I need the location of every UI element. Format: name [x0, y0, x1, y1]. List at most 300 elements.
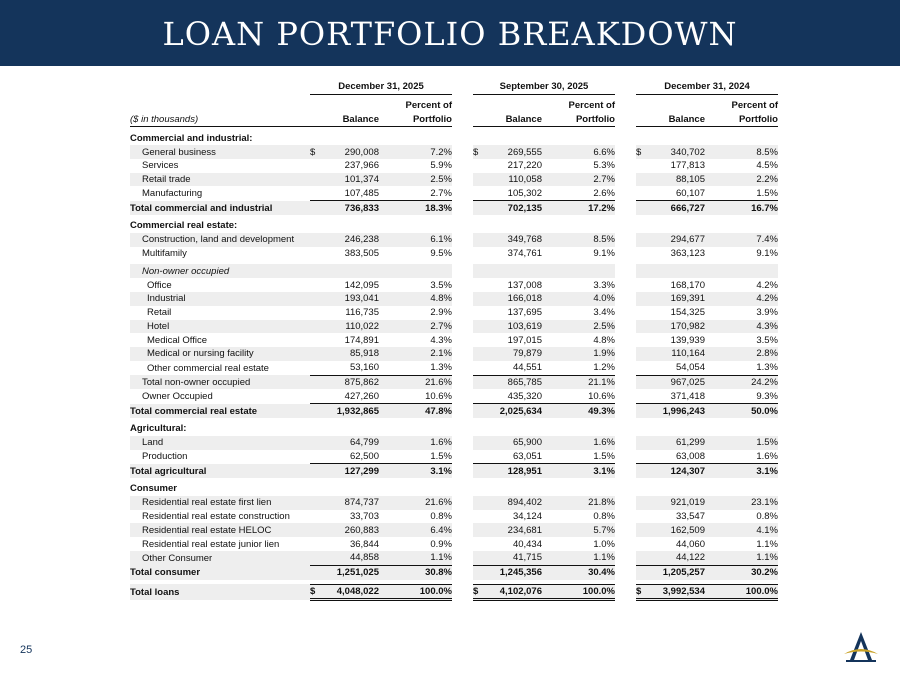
section-header: Commercial real estate: — [130, 220, 238, 232]
percent-value: 1.5% — [710, 436, 778, 450]
separator-cell — [615, 450, 636, 464]
column-header-row — [130, 113, 778, 127]
balance-value: 874,737 — [322, 496, 379, 510]
row-label: General business — [130, 145, 310, 159]
currency-symbol — [636, 173, 648, 187]
currency-symbol — [473, 404, 485, 418]
currency-symbol: $ — [310, 145, 322, 159]
percent-value: 1.3% — [430, 362, 452, 374]
percent-value: 2.5% — [547, 320, 615, 334]
balance-value: 1,996,243 — [648, 404, 705, 418]
currency-symbol — [310, 333, 322, 347]
currency-symbol — [310, 347, 322, 361]
balance-value: 1,245,356 — [485, 565, 542, 579]
percent-value: 1.5% — [593, 450, 615, 462]
currency-symbol — [636, 523, 648, 537]
balance-value: 865,785 — [485, 375, 542, 389]
balance-value: 137,695 — [507, 307, 542, 319]
balance-value: 246,238 — [322, 233, 379, 247]
blank — [384, 264, 452, 278]
percent-value: 49.3% — [547, 404, 615, 418]
percent-value: 2.5% — [384, 173, 452, 187]
balance-value: 2,025,634 — [485, 404, 542, 418]
separator-cell — [452, 375, 473, 389]
currency-symbol — [310, 186, 322, 200]
row-label: Medical or nursing facility — [130, 347, 310, 361]
balance-value: 294,677 — [648, 233, 705, 247]
balance-value: 63,008 — [675, 450, 705, 462]
separator-cell — [452, 523, 473, 537]
separator-cell — [615, 306, 636, 320]
row-label: Residential real estate HELOC — [130, 523, 310, 537]
currency-symbol: $ — [636, 145, 648, 159]
separator-cell — [615, 159, 636, 173]
percent-value: 1.9% — [547, 347, 615, 361]
total-row — [130, 464, 778, 478]
section-header: Consumer — [130, 483, 177, 495]
separator-cell — [615, 99, 636, 113]
percent-value: 5.7% — [547, 523, 615, 537]
separator-cell — [452, 145, 473, 159]
table-row — [130, 233, 778, 247]
separator-cell — [452, 404, 473, 418]
page-title: LOAN PORTFOLIO BREAKDOWN — [162, 15, 738, 53]
separator-cell — [615, 233, 636, 247]
row-label: Other Consumer — [130, 551, 310, 565]
currency-symbol — [636, 278, 648, 292]
balance-value: 967,025 — [648, 375, 705, 389]
balance-value: 79,879 — [485, 347, 542, 361]
separator-cell — [452, 292, 473, 306]
table-row — [130, 347, 778, 361]
currency-symbol — [473, 389, 485, 403]
table-row — [130, 436, 778, 450]
balance-header: Balance — [485, 113, 542, 127]
currency-symbol — [473, 247, 485, 261]
percent-value: 3.5% — [756, 334, 778, 346]
currency-symbol — [636, 450, 648, 464]
balance-value: 666,727 — [648, 201, 705, 215]
percent-value: 2.7% — [430, 187, 452, 199]
percent-value: 4.3% — [430, 334, 452, 346]
balance-header: Balance — [322, 113, 379, 127]
separator-cell — [452, 361, 473, 375]
percent-value: 3.1% — [384, 464, 452, 478]
separator-cell — [452, 113, 473, 127]
percent-value: 0.8% — [756, 511, 778, 523]
percent-value: 3.5% — [430, 279, 452, 291]
row-label: Multifamily — [142, 247, 187, 259]
row-label: Total commercial and industrial — [130, 201, 310, 215]
balance-value: 110,164 — [648, 347, 705, 361]
percent-value: 100.0% — [384, 584, 452, 600]
percent-header-top: Percent of — [405, 100, 452, 112]
percent-value: 23.1% — [710, 496, 778, 510]
separator-cell — [452, 565, 473, 579]
table-row — [130, 375, 778, 389]
table-row — [130, 186, 778, 200]
table-row — [130, 450, 778, 464]
percent-value: 3.9% — [756, 307, 778, 319]
percent-value: 6.4% — [384, 523, 452, 537]
header-blank — [130, 80, 310, 94]
header-blank — [130, 99, 310, 113]
blank — [310, 264, 322, 278]
percent-value: 2.7% — [547, 173, 615, 187]
currency-symbol — [473, 450, 485, 464]
separator-cell — [615, 113, 636, 127]
separator-cell — [615, 436, 636, 450]
currency-symbol — [310, 278, 322, 292]
table-row — [130, 496, 778, 510]
currency-symbol — [473, 464, 485, 478]
currency-symbol — [310, 510, 322, 524]
percent-value: 17.2% — [547, 201, 615, 215]
currency-symbol — [310, 159, 322, 173]
balance-value: 44,551 — [512, 362, 542, 374]
balance-value: 217,220 — [507, 160, 542, 172]
separator-cell — [452, 584, 473, 600]
currency-symbol — [473, 375, 485, 389]
separator-cell — [452, 306, 473, 320]
separator-cell — [615, 145, 636, 159]
separator-cell — [615, 80, 636, 94]
balance-value: 107,485 — [344, 187, 379, 199]
balance-value: 435,320 — [507, 390, 542, 402]
separator-cell — [615, 247, 636, 261]
currency-symbol — [636, 510, 648, 524]
separator-cell — [452, 537, 473, 551]
percent-value: 5.9% — [430, 160, 452, 172]
percent-value: 7.2% — [384, 145, 452, 159]
header-blank — [473, 99, 485, 113]
percent-value: 6.6% — [547, 145, 615, 159]
currency-symbol: $ — [473, 145, 485, 159]
separator-cell — [452, 201, 473, 215]
percent-value: 18.3% — [384, 201, 452, 215]
header-blank — [485, 99, 542, 113]
currency-symbol — [473, 565, 485, 579]
separator-cell — [615, 584, 636, 600]
currency-symbol — [310, 436, 322, 450]
percent-value: 100.0% — [710, 584, 778, 600]
percent-value: 1.5% — [430, 450, 452, 462]
row-label: Residential real estate junior lien — [142, 538, 280, 550]
separator-cell — [615, 404, 636, 418]
blank — [648, 264, 705, 278]
balance-value: 63,051 — [512, 450, 542, 462]
separator-cell — [452, 464, 473, 478]
currency-symbol — [636, 551, 648, 565]
row-label: Hotel — [130, 320, 310, 334]
currency-symbol — [473, 173, 485, 187]
percent-value: 1.5% — [756, 187, 778, 199]
separator-cell — [452, 551, 473, 565]
percent-value: 1.6% — [547, 436, 615, 450]
separator-cell — [452, 436, 473, 450]
currency-symbol — [310, 361, 322, 375]
balance-value: 162,509 — [648, 523, 705, 537]
section-header-row — [130, 482, 778, 496]
percent-value: 100.0% — [547, 584, 615, 600]
percent-value: 0.8% — [430, 511, 452, 523]
currency-symbol — [636, 496, 648, 510]
currency-symbol — [473, 186, 485, 200]
percent-value: 21.6% — [384, 496, 452, 510]
separator-cell — [615, 389, 636, 403]
balance-value: 128,951 — [485, 464, 542, 478]
balance-value: 101,374 — [322, 173, 379, 187]
separator-cell — [615, 375, 636, 389]
separator-cell — [615, 333, 636, 347]
percent-value: 8.5% — [710, 145, 778, 159]
separator-cell — [615, 361, 636, 375]
currency-symbol — [473, 496, 485, 510]
separator-cell — [615, 496, 636, 510]
percent-value: 4.2% — [710, 292, 778, 306]
table-row — [130, 306, 778, 320]
balance-value: 124,307 — [648, 464, 705, 478]
currency-symbol — [310, 496, 322, 510]
percent-value: 9.1% — [593, 247, 615, 259]
currency-symbol — [473, 551, 485, 565]
balance-value: 193,041 — [322, 292, 379, 306]
balance-value: 166,018 — [485, 292, 542, 306]
table-row — [130, 551, 778, 565]
row-label: Total consumer — [130, 565, 310, 579]
column-header-row-top — [130, 99, 778, 113]
separator-cell — [615, 537, 636, 551]
separator-cell — [452, 510, 473, 524]
balance-value: 1,932,865 — [322, 404, 379, 418]
total-row — [130, 201, 778, 215]
balance-value: 62,500 — [349, 450, 379, 462]
balance-value: 702,135 — [485, 201, 542, 215]
currency-symbol: $ — [310, 584, 322, 600]
currency-symbol — [473, 523, 485, 537]
balance-value: 65,900 — [485, 436, 542, 450]
separator-cell — [452, 333, 473, 347]
balance-value: 142,095 — [344, 279, 379, 291]
percent-value: 8.5% — [547, 233, 615, 247]
currency-symbol — [310, 450, 322, 464]
balance-value: 177,813 — [670, 160, 705, 172]
balance-value: 383,505 — [344, 247, 379, 259]
header-blank — [473, 113, 485, 127]
currency-symbol — [636, 186, 648, 200]
header-blank — [322, 99, 379, 113]
row-label: Production — [142, 451, 188, 463]
total-row — [130, 404, 778, 418]
separator-cell — [452, 450, 473, 464]
percent-value: 9.5% — [430, 247, 452, 259]
table-row — [130, 537, 778, 551]
units-note: ($ in thousands) — [130, 113, 310, 127]
table-row — [130, 292, 778, 306]
balance-value: 290,008 — [322, 145, 379, 159]
balance-value: 168,170 — [670, 279, 705, 291]
balance-value: 44,858 — [322, 551, 379, 565]
balance-value: 116,735 — [345, 307, 379, 319]
currency-symbol — [636, 537, 648, 551]
percent-value: 2.9% — [430, 307, 452, 319]
balance-value: 427,260 — [344, 390, 379, 402]
balance-value: 44,122 — [648, 551, 705, 565]
balance-value: 260,883 — [322, 523, 379, 537]
section-header-row — [130, 219, 778, 233]
percent-value: 2.2% — [710, 173, 778, 187]
balance-value: 371,418 — [670, 390, 705, 402]
balance-value: 340,702 — [648, 145, 705, 159]
percent-value: 4.8% — [593, 334, 615, 346]
blank — [547, 264, 615, 278]
percent-value: 1.1% — [384, 551, 452, 565]
percent-value: 21.8% — [547, 496, 615, 510]
separator-cell — [452, 347, 473, 361]
separator-cell — [452, 99, 473, 113]
currency-symbol — [636, 233, 648, 247]
percent-value: 5.3% — [593, 160, 615, 172]
currency-symbol — [636, 565, 648, 579]
percent-value: 3.1% — [710, 464, 778, 478]
row-label: Total commercial real estate — [130, 404, 310, 418]
separator-cell — [615, 173, 636, 187]
separator-cell — [452, 186, 473, 200]
currency-symbol — [636, 347, 648, 361]
balance-value: 110,058 — [485, 173, 542, 187]
balance-value: 234,681 — [485, 523, 542, 537]
balance-value: 269,555 — [485, 145, 542, 159]
period-header-row — [130, 80, 778, 94]
balance-value: 137,008 — [507, 279, 542, 291]
percent-header-bottom: Portfolio — [547, 113, 615, 127]
balance-value: 105,302 — [507, 187, 542, 199]
currency-symbol — [473, 306, 485, 320]
row-label: Industrial — [130, 292, 310, 306]
balance-value: 41,715 — [485, 551, 542, 565]
separator-cell — [615, 292, 636, 306]
row-label: Construction, land and development — [130, 233, 310, 247]
balance-value: 33,547 — [675, 511, 705, 523]
row-label: Residential real estate first lien — [130, 496, 310, 510]
currency-symbol — [310, 464, 322, 478]
percent-value: 4.0% — [547, 292, 615, 306]
currency-symbol — [310, 173, 322, 187]
header-blank — [310, 99, 322, 113]
loan-portfolio-table — [130, 80, 778, 601]
separator-cell — [615, 510, 636, 524]
balance-value: 1,251,025 — [322, 565, 379, 579]
blank — [322, 264, 379, 278]
separator-cell — [452, 264, 473, 278]
balance-value: 139,939 — [670, 334, 705, 346]
currency-symbol — [310, 523, 322, 537]
percent-value: 4.1% — [710, 523, 778, 537]
blank — [485, 264, 542, 278]
percent-value: 1.1% — [547, 551, 615, 565]
percent-value: 21.6% — [384, 375, 452, 389]
balance-value: 169,391 — [648, 292, 705, 306]
separator-cell — [452, 233, 473, 247]
section-header-row — [130, 131, 778, 145]
total-row — [130, 565, 778, 579]
header-blank — [636, 99, 648, 113]
separator-cell — [615, 523, 636, 537]
row-label: Residential real estate construction — [142, 511, 290, 523]
percent-value: 0.9% — [430, 538, 452, 550]
currency-symbol — [473, 333, 485, 347]
percent-value: 16.7% — [710, 201, 778, 215]
separator-cell — [615, 347, 636, 361]
separator-cell — [452, 80, 473, 94]
percent-value: 3.1% — [547, 464, 615, 478]
currency-symbol — [310, 306, 322, 320]
currency-symbol — [473, 436, 485, 450]
subsection-header-row — [130, 264, 778, 278]
percent-header-top: Percent of — [568, 100, 615, 112]
grand-total-row — [130, 584, 778, 600]
currency-symbol — [636, 389, 648, 403]
currency-symbol — [636, 375, 648, 389]
percent-value: 9.1% — [756, 247, 778, 259]
row-label: Total agricultural — [130, 464, 310, 478]
balance-value: 64,799 — [322, 436, 379, 450]
currency-symbol — [473, 361, 485, 375]
balance-value: 736,833 — [322, 201, 379, 215]
table-row — [130, 320, 778, 334]
row-label: Retail — [147, 307, 172, 319]
subsection-header: Non-owner occupied — [130, 264, 310, 278]
balance-value: 34,124 — [512, 511, 542, 523]
row-label: Land — [130, 436, 310, 450]
header-blank — [310, 113, 322, 127]
currency-symbol — [473, 510, 485, 524]
currency-symbol — [473, 201, 485, 215]
table-row — [130, 173, 778, 187]
separator-cell — [615, 565, 636, 579]
balance-value: 3,992,534 — [648, 584, 705, 600]
balance-value: 53,160 — [349, 362, 379, 374]
percent-value: 50.0% — [710, 404, 778, 418]
balance-value: 237,966 — [344, 160, 379, 172]
section-header: Agricultural: — [130, 423, 187, 435]
currency-symbol — [473, 347, 485, 361]
separator-cell — [615, 278, 636, 292]
balance-value: 36,844 — [349, 538, 379, 550]
currency-symbol — [310, 320, 322, 334]
table-row — [130, 510, 778, 524]
currency-symbol — [473, 320, 485, 334]
balance-value: 44,060 — [675, 538, 705, 550]
header-blank — [636, 113, 648, 127]
currency-symbol — [310, 247, 322, 261]
section-header: Commercial and industrial: — [130, 132, 253, 144]
currency-symbol — [473, 233, 485, 247]
balance-value: 363,123 — [670, 247, 705, 259]
percent-value: 3.4% — [593, 307, 615, 319]
balance-value: 921,019 — [648, 496, 705, 510]
table-row — [130, 278, 778, 292]
currency-symbol — [310, 551, 322, 565]
company-logo-icon — [842, 630, 880, 664]
currency-symbol — [310, 375, 322, 389]
section-header-row — [130, 422, 778, 436]
percent-value: 1.0% — [593, 538, 615, 550]
separator-cell — [452, 320, 473, 334]
currency-symbol — [636, 333, 648, 347]
percent-value: 30.8% — [384, 565, 452, 579]
balance-value: 170,982 — [648, 320, 705, 334]
